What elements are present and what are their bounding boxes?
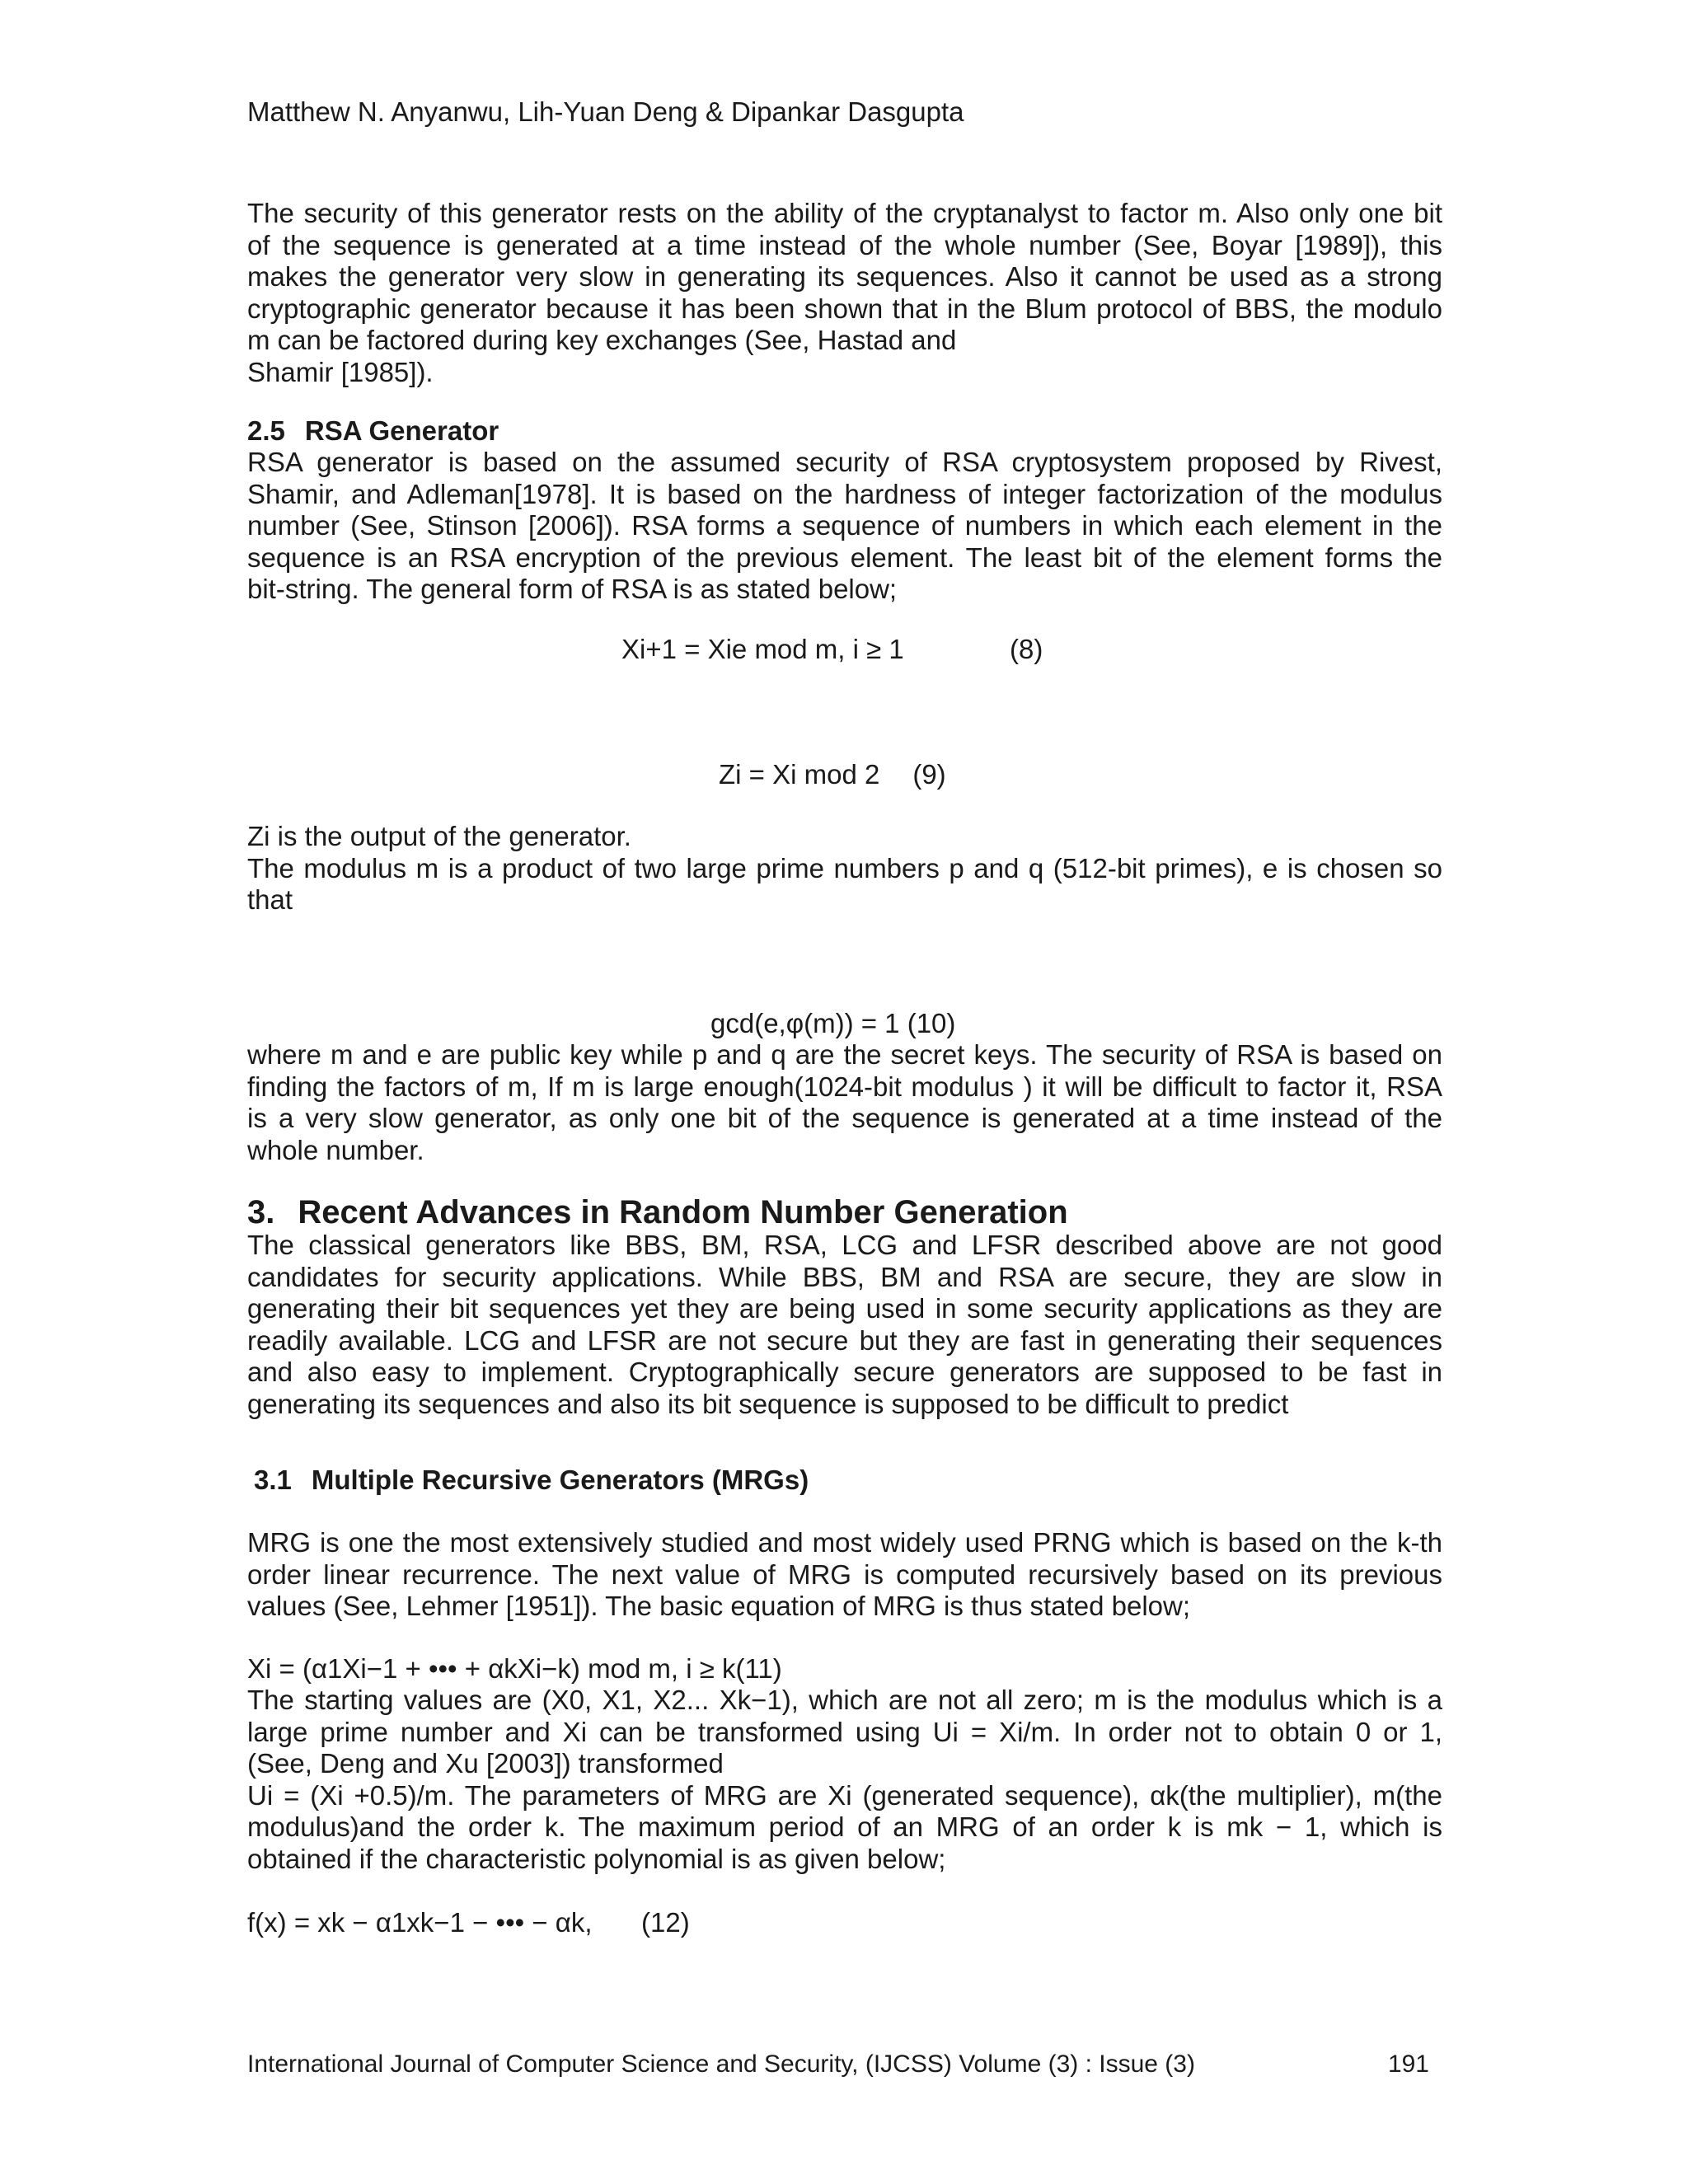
equation-12-number: (12) [641,1907,690,1938]
footer-page-number: 191 [1387,2050,1429,2078]
section-heading-3 [247,1193,1068,1231]
text-line: The classical generators like BBS, BM, RSA, LCG and LFSR described above are not good [247,1230,1442,1260]
text-line: The modulus m is a product of two large prime numbers p and q (512-bit primes), e is chosen so [247,852,1442,883]
page-footer [247,2049,1442,2080]
section-number: 3.1 [254,1465,292,1495]
text-line: that [247,884,293,916]
text-line: finding the factors of m, If m is large enough(1024-bit modulus ) it will be difficult to factor it, RSA [247,1071,1442,1102]
paragraph-rsa-security [247,1039,1442,1166]
equation-expression: Xi = (α1Xi−1 + ••• + αkXi−k) mod m, i ≥ k(11) [247,1653,782,1684]
footer-journal: International Journal of Computer Science and Security, (IJCSS) Volume (3) : Issue (3) [247,2050,1195,2078]
running-header-authors: Matthew N. Anyanwu, Lih-Yuan Deng & Dipankar Dasgupta [247,96,964,127]
text-line: generating their bit sequences yet they are being used in some security applications as they are [247,1293,1442,1324]
equation-8-number: (8) [1010,634,1043,664]
text-line: number (See, Stinson [2006]). RSA forms a sequence of numbers in which each element in the [247,510,1442,541]
text-line: obtained if the characteristic polynomial is as given below; [247,1843,946,1874]
text-line: Shamir, and Adleman[1978]. It is based on the hardness of integer factorization of the modulus [247,478,1442,509]
text-line: makes the generator very slow in generating its sequences. Also it cannot be used as a strong [247,261,1442,293]
paragraph-mrg-parameters [247,1685,1442,1876]
paragraph-recent-advances [247,1230,1442,1421]
text-line: Shamir [1985]). [247,356,434,387]
text-line: MRG is one the most extensively studied and most widely used PRNG which is based on the k-th [247,1527,1442,1558]
equation-12 [247,1906,593,1939]
text-line: The security of this generator rests on the ability of the cryptanalyst to factor m. Also only one bit [247,198,1442,228]
section-title: Recent Advances in Random Number Generation [298,1194,1068,1230]
section-title: RSA Generator [304,415,499,446]
text-line: candidates for security applications. While BBS, BM and RSA are secure, they are slow in [247,1261,1442,1292]
text-line: The starting values are (X0, X1, X2... Xk−1), which are not all zero; m is the modulus which is a [247,1685,1442,1715]
text-line: (See, Deng and Xu [2003]) transformed [247,1748,724,1779]
text-line: where m and e are public key while p and q are the secret keys. The security of RSA is based on [247,1039,1442,1070]
text-line: Zi is the output of the generator. [247,821,631,851]
section-number: 3. [247,1194,275,1230]
text-line: order linear recurrence. The next value of MRG is computed recursively based on its previous [247,1558,1442,1590]
equation-8 [621,633,904,666]
paragraph-rsa-intro [247,447,1442,606]
text-line: modulus)and the order k. The maximum period of an MRG of an order k is mk − 1, which is [247,1811,1442,1843]
text-line: of the sequence is generated at a time instead of the whole number (See, Boyar [1989]), this [247,229,1442,260]
text-line: whole number. [247,1134,424,1165]
text-line: m can be factored during key exchanges (See, Hastad and [247,325,957,356]
equation-expression: gcd(e,φ(m)) = 1 (10) [710,1008,956,1038]
section-number: 2.5 [247,415,285,446]
section-heading-3-1 [254,1464,809,1497]
paragraph-mrg-intro [247,1527,1442,1623]
text-line: bit-string. The general form of RSA is as stated below; [247,574,898,605]
equation-9 [719,758,946,791]
text-line: is a very slow generator, as only one bit of the sequence is generated at a time instead of the [247,1103,1442,1134]
equation-number: (9) [912,759,946,790]
equation-expression: Xi+1 = Xie mod m, i ≥ 1 [621,634,904,664]
text-line: values (See, Lehmer [1951]). The basic equation of MRG is thus stated below; [247,1591,1191,1622]
section-title: Multiple Recursive Generators (MRGs) [311,1465,809,1495]
paragraph-rsa-output [247,821,1442,916]
text-line: sequence is an RSA encryption of the previous element. The least bit of the element forms the [247,541,1442,573]
equation-10 [710,1007,955,1040]
text-line: Ui = (Xi +0.5)/m. The parameters of MRG are Xi (generated sequence), αk(the multiplier), m(the [247,1779,1442,1811]
section-heading-2-5 [247,415,499,448]
text-line: cryptographic generator because it has been shown that in the Blum protocol of BBS, the modulo [247,293,1442,324]
text-line: generating its sequences and also its bit sequence is supposed to be difficult to predict [247,1388,1289,1419]
text-line: readily available. LCG and LFSR are not secure but they are fast in generating their sequences [247,1324,1442,1356]
equation-expression: f(x) = xk − α1xk−1 − ••• − αk, [247,1907,593,1938]
text-line: large prime number and Xi can be transformed using Ui = Xi/m. In order not to obtain 0 or 1, [247,1716,1442,1747]
equation-11 [247,1652,782,1685]
text-line: RSA generator is based on the assumed security of RSA cryptosystem proposed by Rivest, [247,447,1442,477]
paragraph-bbs-security [247,198,1442,389]
equation-expression: Zi = Xi mod 2 [719,759,880,790]
text-line: and also easy to implement. Cryptographically secure generators are supposed to be fast in [247,1357,1442,1388]
